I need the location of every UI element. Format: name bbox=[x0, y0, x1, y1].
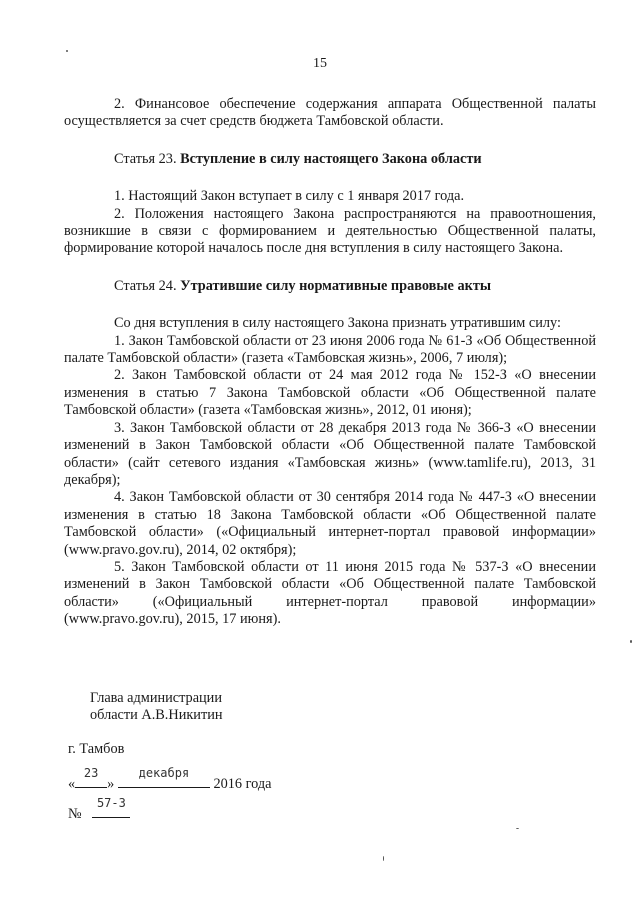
date-year: 2016 года bbox=[213, 776, 272, 792]
number-value: 57-З bbox=[96, 796, 126, 810]
law-number bbox=[68, 796, 130, 823]
date-month-field bbox=[118, 766, 210, 788]
article-24-item-1: 1. Закон Тамбовской области от 23 июня 2006 года № 61-З «Об Общественной палате Тамбовской области» (газета «Тамбовская жизнь», 2006, 7 июля); bbox=[64, 332, 596, 367]
date-close-quote: » bbox=[107, 776, 115, 792]
place-of-signing: г. Тамбов bbox=[68, 741, 125, 757]
article-24-item-3: 3. Закон Тамбовской области от 28 декабря 2013 года № 366-З «О внесении изменений в Закон Тамбовской области «Об Общественной палате Тамбовской области» (сайт сетевого издания «Тамбовская жизнь» (www.tamlife.ru), 2013, 31 декабря); bbox=[64, 419, 596, 488]
article-23-heading bbox=[64, 151, 596, 168]
article-24-heading bbox=[64, 278, 596, 295]
date-day-value: 23 bbox=[83, 766, 99, 780]
signing-date bbox=[68, 766, 272, 793]
article-23-paragraph-1: 1. Настоящий Закон вступает в силу с 1 января 2017 года. bbox=[114, 188, 465, 205]
article-23-paragraph-2: 2. Положения настоящего Закона распространяются на правоотношения, возникшие в связи с формированием и деятельностью Общественной палаты, формирование которой началось после дня вступления в силу настоящего Закона. bbox=[64, 205, 596, 257]
signature-block bbox=[90, 690, 223, 725]
scan-speck bbox=[630, 640, 632, 643]
date-day-field bbox=[75, 766, 107, 788]
law-text bbox=[64, 96, 596, 629]
scan-speck bbox=[66, 50, 68, 52]
scan-speck bbox=[383, 856, 384, 861]
scan-speck bbox=[516, 828, 519, 829]
date-open-quote: « bbox=[68, 776, 76, 792]
number-field bbox=[92, 796, 130, 818]
article-22-paragraph-2: 2. Финансовое обеспечение содержания аппарата Общественной палаты осуществляется за счет средств бюджета Тамбовской области. bbox=[64, 96, 596, 130]
article-23-number: Статья 23. bbox=[114, 150, 181, 167]
article-24-item-5: 5. Закон Тамбовской области от 11 июня 2015 года № 537-З «О внесении изменений в Закон Тамбовской области «Об Общественной палате Тамбовской области» («Официальный интернет-портал правовой информации» (www.pravo.gov.ru), 2015, 17 июня). bbox=[64, 558, 596, 628]
signature-name: области А.В.Никитин bbox=[90, 707, 223, 724]
article-24-intro: Со дня вступления в силу настоящего Закона признать утратившим силу: bbox=[114, 315, 561, 332]
article-24-title: Утратившие силу нормативные правовые акты bbox=[180, 277, 492, 294]
article-23-title: Вступление в силу настоящего Закона области bbox=[180, 150, 482, 167]
signature-position: Глава администрации bbox=[90, 690, 222, 706]
article-24-item-4: 4. Закон Тамбовской области от 30 сентября 2014 года № 447-З «О внесении изменения в статью 18 Закона Тамбовской области «Об Общественной палате Тамбовской области» («Официальный интернет-портал правовой информации» (www.pravo.gov.ru), 2014, 02 октября); bbox=[64, 489, 596, 558]
article-24-item-2: 2. Закон Тамбовской области от 24 мая 2012 года № 152-З «О внесении изменения в статью 7 Закона Тамбовской области «Об Общественной палате Тамбовской области» (газета «Тамбовская жизнь», 2012, 01 июня); bbox=[64, 367, 596, 419]
date-month-value: декабря bbox=[138, 766, 190, 780]
page-number: 15 bbox=[313, 56, 327, 71]
article-24-number: Статья 24. bbox=[114, 277, 181, 294]
number-label: № bbox=[68, 806, 82, 822]
